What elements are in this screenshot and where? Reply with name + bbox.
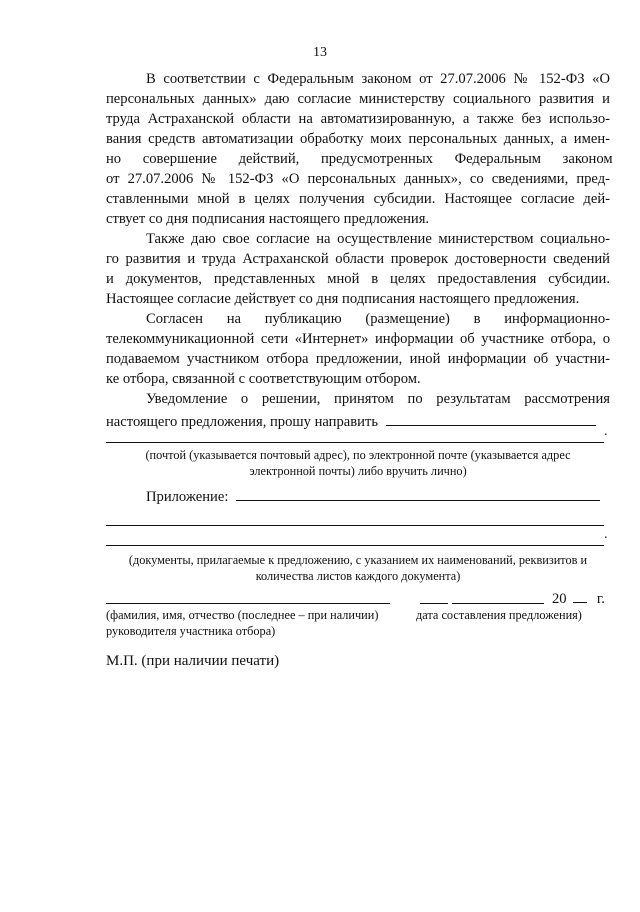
caption-date: дата составления предложения) xyxy=(416,608,582,622)
caption-delivery-line1: (почтой (указывается почтовый адрес), по электронной почте (указывается адрес xyxy=(145,448,571,462)
delivery-address-field-line2[interactable] xyxy=(106,442,604,443)
para1-line8: ствует со дня подписания настоящего предложения. xyxy=(106,211,430,227)
caption-documents-line2: количества листов каждого документа) xyxy=(255,569,461,583)
para4-line2-text: настоящего предложения, прошу направить xyxy=(106,414,378,430)
caption-name-line2: руководителя участника отбора) xyxy=(106,624,276,638)
para3-line1: Согласен на публикацию (размещение) в информационно- xyxy=(146,311,610,327)
para2-line3: и документов, представленных мной в целях предоставления субсидии. xyxy=(106,271,610,287)
para2-line2: го развития и труда Астраханской области проверок достоверности сведений xyxy=(106,251,610,267)
para3-line3: подаваемом участником отбора предложении, иной информации об участни- xyxy=(106,351,610,367)
para1-line7: ставленными мной в целях получения субсидии. Настоящее согласие дей- xyxy=(106,191,610,207)
attachment-period: . xyxy=(604,527,608,542)
para3-line2: телекоммуникационной сети «Интернет» информации об участнике отбора, о xyxy=(106,331,610,347)
attachment-field-line3[interactable] xyxy=(106,545,604,546)
date-year-prefix: 20 xyxy=(552,591,567,607)
caption-delivery-line2: электронной почты) либо вручить лично) xyxy=(249,464,467,478)
para4-line1: Уведомление о решении, принятом по результатам рассмотрения xyxy=(146,391,610,407)
para1-line5: но совершение действий, предусмотренных Федеральным законом xyxy=(106,151,613,167)
para1-line6: от 27.07.2006 № 152-ФЗ «О персональных данных», со сведениями, пред- xyxy=(106,171,610,187)
para1-line2: персональных данных» даю согласие министерству социального развития и xyxy=(106,91,610,107)
date-month-field[interactable] xyxy=(452,603,544,604)
page-number: 13 xyxy=(313,45,327,60)
attachment-field-line2[interactable] xyxy=(106,525,604,526)
stamp-note: М.П. (при наличии печати) xyxy=(106,653,280,669)
para3-line4: ке отбора, связанной с соответствующим отбором. xyxy=(106,371,421,387)
para1-line3: труда Астраханской области на автоматизированную, а также без использо- xyxy=(106,111,610,127)
applicant-name-field[interactable] xyxy=(106,603,390,604)
para1-line4: вания средств автоматизации обработку моих персональных данных, а имен- xyxy=(106,131,610,147)
para4-line2 xyxy=(106,410,610,433)
date-year-field[interactable] xyxy=(573,587,587,603)
date-year-suffix: г. xyxy=(596,591,605,607)
caption-name-line1: (фамилия, имя, отчество (последнее – при наличии) xyxy=(106,608,379,622)
delivery-address-field[interactable] xyxy=(386,410,596,426)
para2-line1: Также даю свое согласие на осуществление министерством социально- xyxy=(146,231,610,247)
attachment-label: Приложение: xyxy=(146,489,229,505)
caption-documents-line1: (документы, прилагаемые к предложению, с указанием их наименований, реквизитов и xyxy=(128,553,588,567)
para2-line4: Настоящее согласие действует со дня подписания настоящего предложения. xyxy=(106,291,580,307)
date-day-field[interactable] xyxy=(420,603,448,604)
attachment-field[interactable] xyxy=(236,485,600,501)
delivery-period: . xyxy=(604,424,608,439)
para1-line1: В соответствии с Федеральным законом от 27.07.2006 № 152-ФЗ «О xyxy=(146,71,610,87)
attachment-row xyxy=(146,485,610,508)
